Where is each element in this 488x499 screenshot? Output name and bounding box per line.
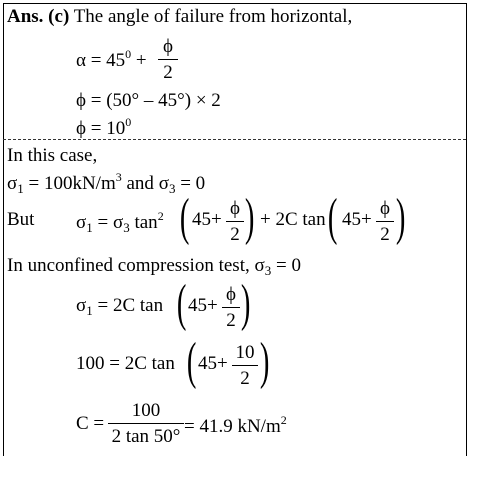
right-paren: ): [240, 275, 251, 332]
answer-heading: [7, 7, 352, 26]
phi-equation: ϕ = (50° – 45°) × 2: [76, 90, 221, 111]
left-paren: (: [186, 333, 197, 390]
right-paren: ): [244, 189, 255, 246]
answer-label: Ans. (c): [7, 6, 70, 27]
right-paren: ): [259, 333, 270, 390]
phi-result: $\phi = 10^0$: [76, 115, 132, 139]
ucs-statement: In unconfined compression test, $\sigma_3 = 0$: [7, 255, 301, 278]
sigma1-equation: $\sigma_1 = 2C$ tan: [76, 295, 164, 318]
term-45-plus: 45+: [192, 209, 222, 230]
hundred-equation: 100 = 2C tan: [76, 353, 175, 374]
but-label: But: [7, 209, 35, 230]
term-45-plus: 45+: [198, 353, 228, 374]
phi-over-2-fraction: ϕ 2: [226, 199, 244, 244]
alpha-equation: $\alpha = 45^0$ +: [76, 47, 147, 71]
phi-over-2-fraction: ϕ 2: [222, 285, 240, 330]
c-fraction: 100 2 tan 50°: [108, 401, 184, 446]
case-text: In this case,: [7, 145, 98, 166]
term-45-plus: 45+: [342, 209, 372, 230]
left-paren: (: [179, 189, 190, 246]
phi-over-2-fraction: ϕ 2: [376, 199, 394, 244]
mohr-equation-lhs: $\sigma_1 = \sigma_3$ $\tan^2$: [76, 209, 164, 235]
ten-over-2-fraction: 10 2: [232, 343, 258, 388]
right-paren: ): [395, 189, 406, 246]
left-paren: (: [327, 189, 338, 246]
plus-2c-tan: + 2C tan: [260, 209, 326, 230]
given-stresses: $\sigma_1 = 100kN/m^3$ and $\sigma_3 = 0$: [7, 170, 206, 196]
term-45-plus: 45+: [188, 295, 218, 316]
phi-over-2-fraction: ϕ 2: [158, 37, 178, 82]
c-result: = 41.9 $kN/m^2$: [184, 413, 287, 437]
c-label: C =: [76, 413, 105, 434]
left-paren: (: [176, 275, 187, 332]
dashed-divider: [3, 139, 466, 140]
answer-text: The angle of failure from horizontal,: [73, 6, 353, 27]
